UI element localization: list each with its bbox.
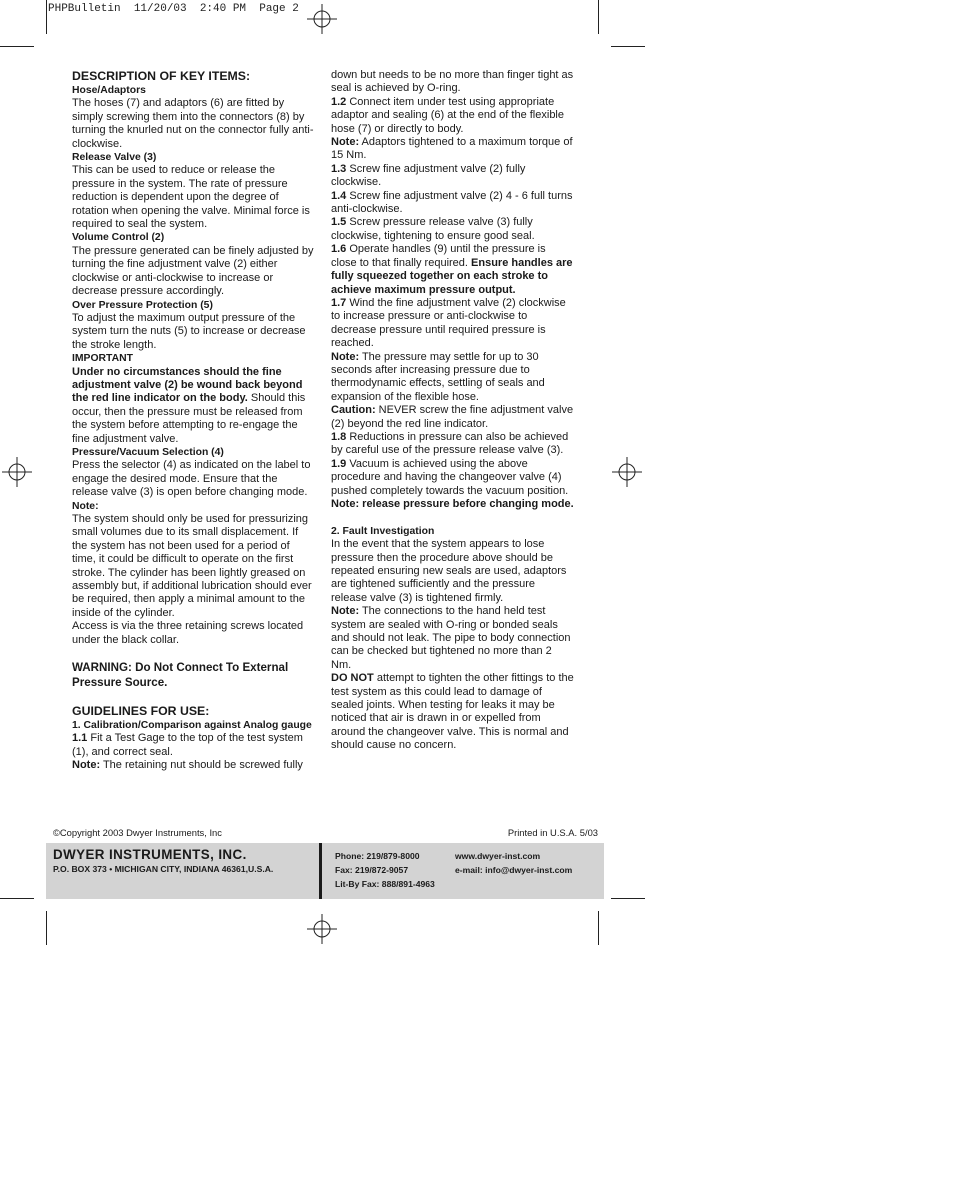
step-1-1-number: 1.1 [72, 732, 88, 745]
crop-mark-bottom-right-h [611, 898, 645, 899]
printer-slug: PHPBulletin 11/20/03 2:40 PM Page 2 [48, 3, 299, 15]
phone: Phone: 219/879-8000 [335, 851, 420, 861]
step-1-4 [331, 190, 574, 217]
important-title: IMPORTANT [72, 353, 133, 365]
crop-mark-top-right-v [598, 0, 599, 34]
crop-mark-top-left-h [0, 46, 34, 47]
step-1-3-number: 1.3 [331, 162, 347, 175]
note-3-label: Note: [331, 350, 360, 363]
step-1-9-bold: Note: release pressure before changing mode. [331, 498, 574, 510]
note-3 [331, 351, 574, 405]
fault-text: In the event that the system appears to lose pressure then the procedure above should be repeated ensuring new seals are used, adaptors are tightened sufficiently and the pressure release valve (3) is tightened firmly. [331, 538, 567, 604]
fax: Fax: 219/872-9057 [335, 865, 409, 875]
step-1-7-number: 1.7 [331, 296, 347, 309]
over-pressure-title: Over Pressure Protection (5) [72, 299, 213, 311]
step-1-9-number: 1.9 [331, 457, 347, 470]
volume-control-text: The pressure generated can be finely adjusted by turning the fine adjustment valve (2) either clockwise or anti-clockwise to increase or decrease pressure accordingly. [72, 244, 314, 298]
left-column [72, 69, 315, 772]
release-valve-title: Release Valve (3) [72, 152, 157, 164]
step-1-2 [331, 96, 574, 136]
registration-mark-bottom [307, 914, 337, 944]
do-not [331, 672, 574, 752]
step-1-3 [331, 163, 574, 190]
step-1-5-text: Screw pressure release valve (3) fully clockwise, tightening to ensure good seal. [331, 216, 535, 242]
email: e-mail: info@dwyer-inst.com [455, 865, 573, 875]
over-pressure-text: To adjust the maximum output pressure of the system turn the nuts (5) to increase or decrease the stroke length. [72, 311, 306, 351]
crop-mark-bottom-left-v [46, 911, 47, 945]
printed-in: Printed in U.S.A. 5/03 [507, 827, 598, 838]
selection-text: Press the selector (4) as indicated on the label to engage the desired mode. Ensure that the release valve (3) is open before changing mode. [72, 459, 311, 499]
step-1-6-text: Operate handles (9) until the pressure is close to that finally required. [331, 243, 546, 269]
step-1-6-bold: Ensure handles are fully squeezed together on each stroke to achieve maximum pressure output. [331, 256, 573, 296]
note-4 [331, 605, 574, 672]
registration-mark-right [612, 457, 642, 487]
caution-text: NEVER screw the fine adjustment valve (2) beyond the red line indicator. [331, 404, 574, 430]
website: www.dwyer-inst.com [455, 851, 541, 861]
do-not-label: DO NOT [331, 672, 374, 685]
note-1 [72, 759, 315, 772]
step-1-5-number: 1.5 [331, 216, 347, 229]
step-1-9-text: Vacuum is achieved using the above procedure and having the changeover valve (4) pushed completely towards the vacuum position. [331, 457, 569, 497]
note-4-label: Note: [331, 605, 360, 618]
registration-mark-top [307, 4, 337, 34]
copyright: ©Copyright 2003 Dwyer Instruments, Inc [53, 827, 222, 838]
continued-text: down but needs to be no more than finger tight as seal is achieved by O-ring. [331, 69, 574, 95]
step-1-8 [331, 431, 574, 458]
selection-title: Pressure/Vacuum Selection (4) [72, 446, 224, 458]
step-1-4-text: Screw fine adjustment valve (2) 4 - 6 full turns anti-clockwise. [331, 189, 573, 216]
registration-mark-left [2, 457, 32, 487]
step-1-8-text: Reductions in pressure can also be achieved by careful use of the pressure release valve (3). [331, 430, 569, 457]
crop-mark-top-right-h [611, 46, 645, 47]
note-4-text: The connections to the hand held test system are sealed with O-ring or bonded seals and should not leak. The pipe to body connection can be checked but tightened no more than 2 Nm. [331, 605, 571, 671]
step-1-8-number: 1.8 [331, 430, 347, 443]
step-1-7-text: Wind the fine adjustment valve (2) clockwise to increase pressure or anti-clockwise to decrease pressure until required pressure is reached. [331, 296, 566, 350]
step-1-5 [331, 216, 574, 243]
important-paragraph [72, 366, 315, 446]
step-1-7 [331, 297, 574, 351]
key-items-heading: DESCRIPTION OF KEY ITEMS: [72, 69, 251, 83]
fault-title: 2. Fault Investigation [331, 525, 435, 537]
note-1-label: Note: [72, 759, 101, 772]
hose-text: The hoses (7) and adaptors (6) are fitted by simply screwing them into the connectors (8) by turning the knurled nut on the connector fully anti-clockwise. [72, 97, 314, 150]
note-2-label: Note: [331, 136, 360, 149]
step-1-2-number: 1.2 [331, 95, 347, 108]
crop-mark-bottom-right-v [598, 911, 599, 945]
warning-text: WARNING: Do Not Connect To External Pressure Source. [72, 661, 289, 690]
crop-mark-bottom-left-h [0, 898, 34, 899]
step-1-4-number: 1.4 [331, 189, 347, 202]
step-1-2-text: Connect item under test using appropriate adaptor and sealing (6) at the end of the flexible hose (7) or directly to body. [331, 95, 564, 135]
volume-control-title: Volume Control (2) [72, 232, 165, 244]
note-title: Note: [72, 500, 99, 512]
crop-mark-top-left-v [46, 0, 47, 34]
right-column [331, 69, 574, 753]
do-not-text: attempt to tighten the other fittings to the test system as this could lead to damage of sealed joints. When testing for leaks it may be noticed that air is drawn in or expelled from around the changeover valve. This is normal and should cause no concern. [331, 672, 574, 752]
caution [331, 404, 574, 431]
note-2-text: Adaptors tightened to a maximum torque of 15 Nm. [331, 136, 573, 162]
hose-title: Hose/Adaptors [72, 85, 146, 96]
calibration-title: 1. Calibration/Comparison against Analog gauge [72, 719, 312, 731]
note-2 [331, 136, 574, 163]
note-1-text: The retaining nut should be screwed fully [100, 759, 303, 772]
note-3-text: The pressure may settle for up to 30 seconds after increasing pressure due to thermodynamic effects, settling of seals and expansion of the flexible hose. [331, 350, 545, 403]
step-1-6 [331, 243, 574, 297]
step-1-1-text: Fit a Test Gage to the top of the test system (1), and correct seal. [72, 732, 303, 758]
step-1-6-number: 1.6 [331, 243, 347, 256]
important-bold: Under no circumstances should the fine adjustment valve (2) be wound back beyond the red line indicator on the body. [72, 365, 303, 405]
access-text: Access is via the three retaining screws located under the black collar. [72, 620, 304, 646]
step-1-1 [72, 732, 315, 759]
guidelines-heading: GUIDELINES FOR USE: [72, 703, 210, 718]
lit-fax: Lit-By Fax: 888/891-4963 [335, 879, 435, 889]
important-text: Should this occur, then the pressure must be released from the system before attempting to re-engage the fine adjustment valve. [72, 392, 306, 445]
step-1-9 [331, 458, 574, 512]
company-address: P.O. BOX 373 • MICHIGAN CITY, INDIANA 46361,U.S.A. [53, 864, 274, 874]
note-text: The system should only be used for pressurizing small volumes due to its small displacement. If the system has not been used for a period of time, it could be difficult to operate on the first stroke. The cylinder has been lightly greased on assembly but, if additional lubrication should ever be required, then apply a minimal amount to the inside of the cylinder. [72, 513, 312, 619]
company-name: DWYER INSTRUMENTS, INC. [53, 847, 247, 862]
step-1-3-text: Screw fine adjustment valve (2) fully clockwise. [331, 162, 526, 189]
caution-label: Caution: [331, 404, 376, 417]
footer-divider [319, 843, 322, 899]
release-valve-text: This can be used to reduce or release the pressure in the system. The rate of pressure reduction is dependent upon the degree of rotation when opening the valve. Minimal force is required to seal the system. [72, 164, 310, 231]
